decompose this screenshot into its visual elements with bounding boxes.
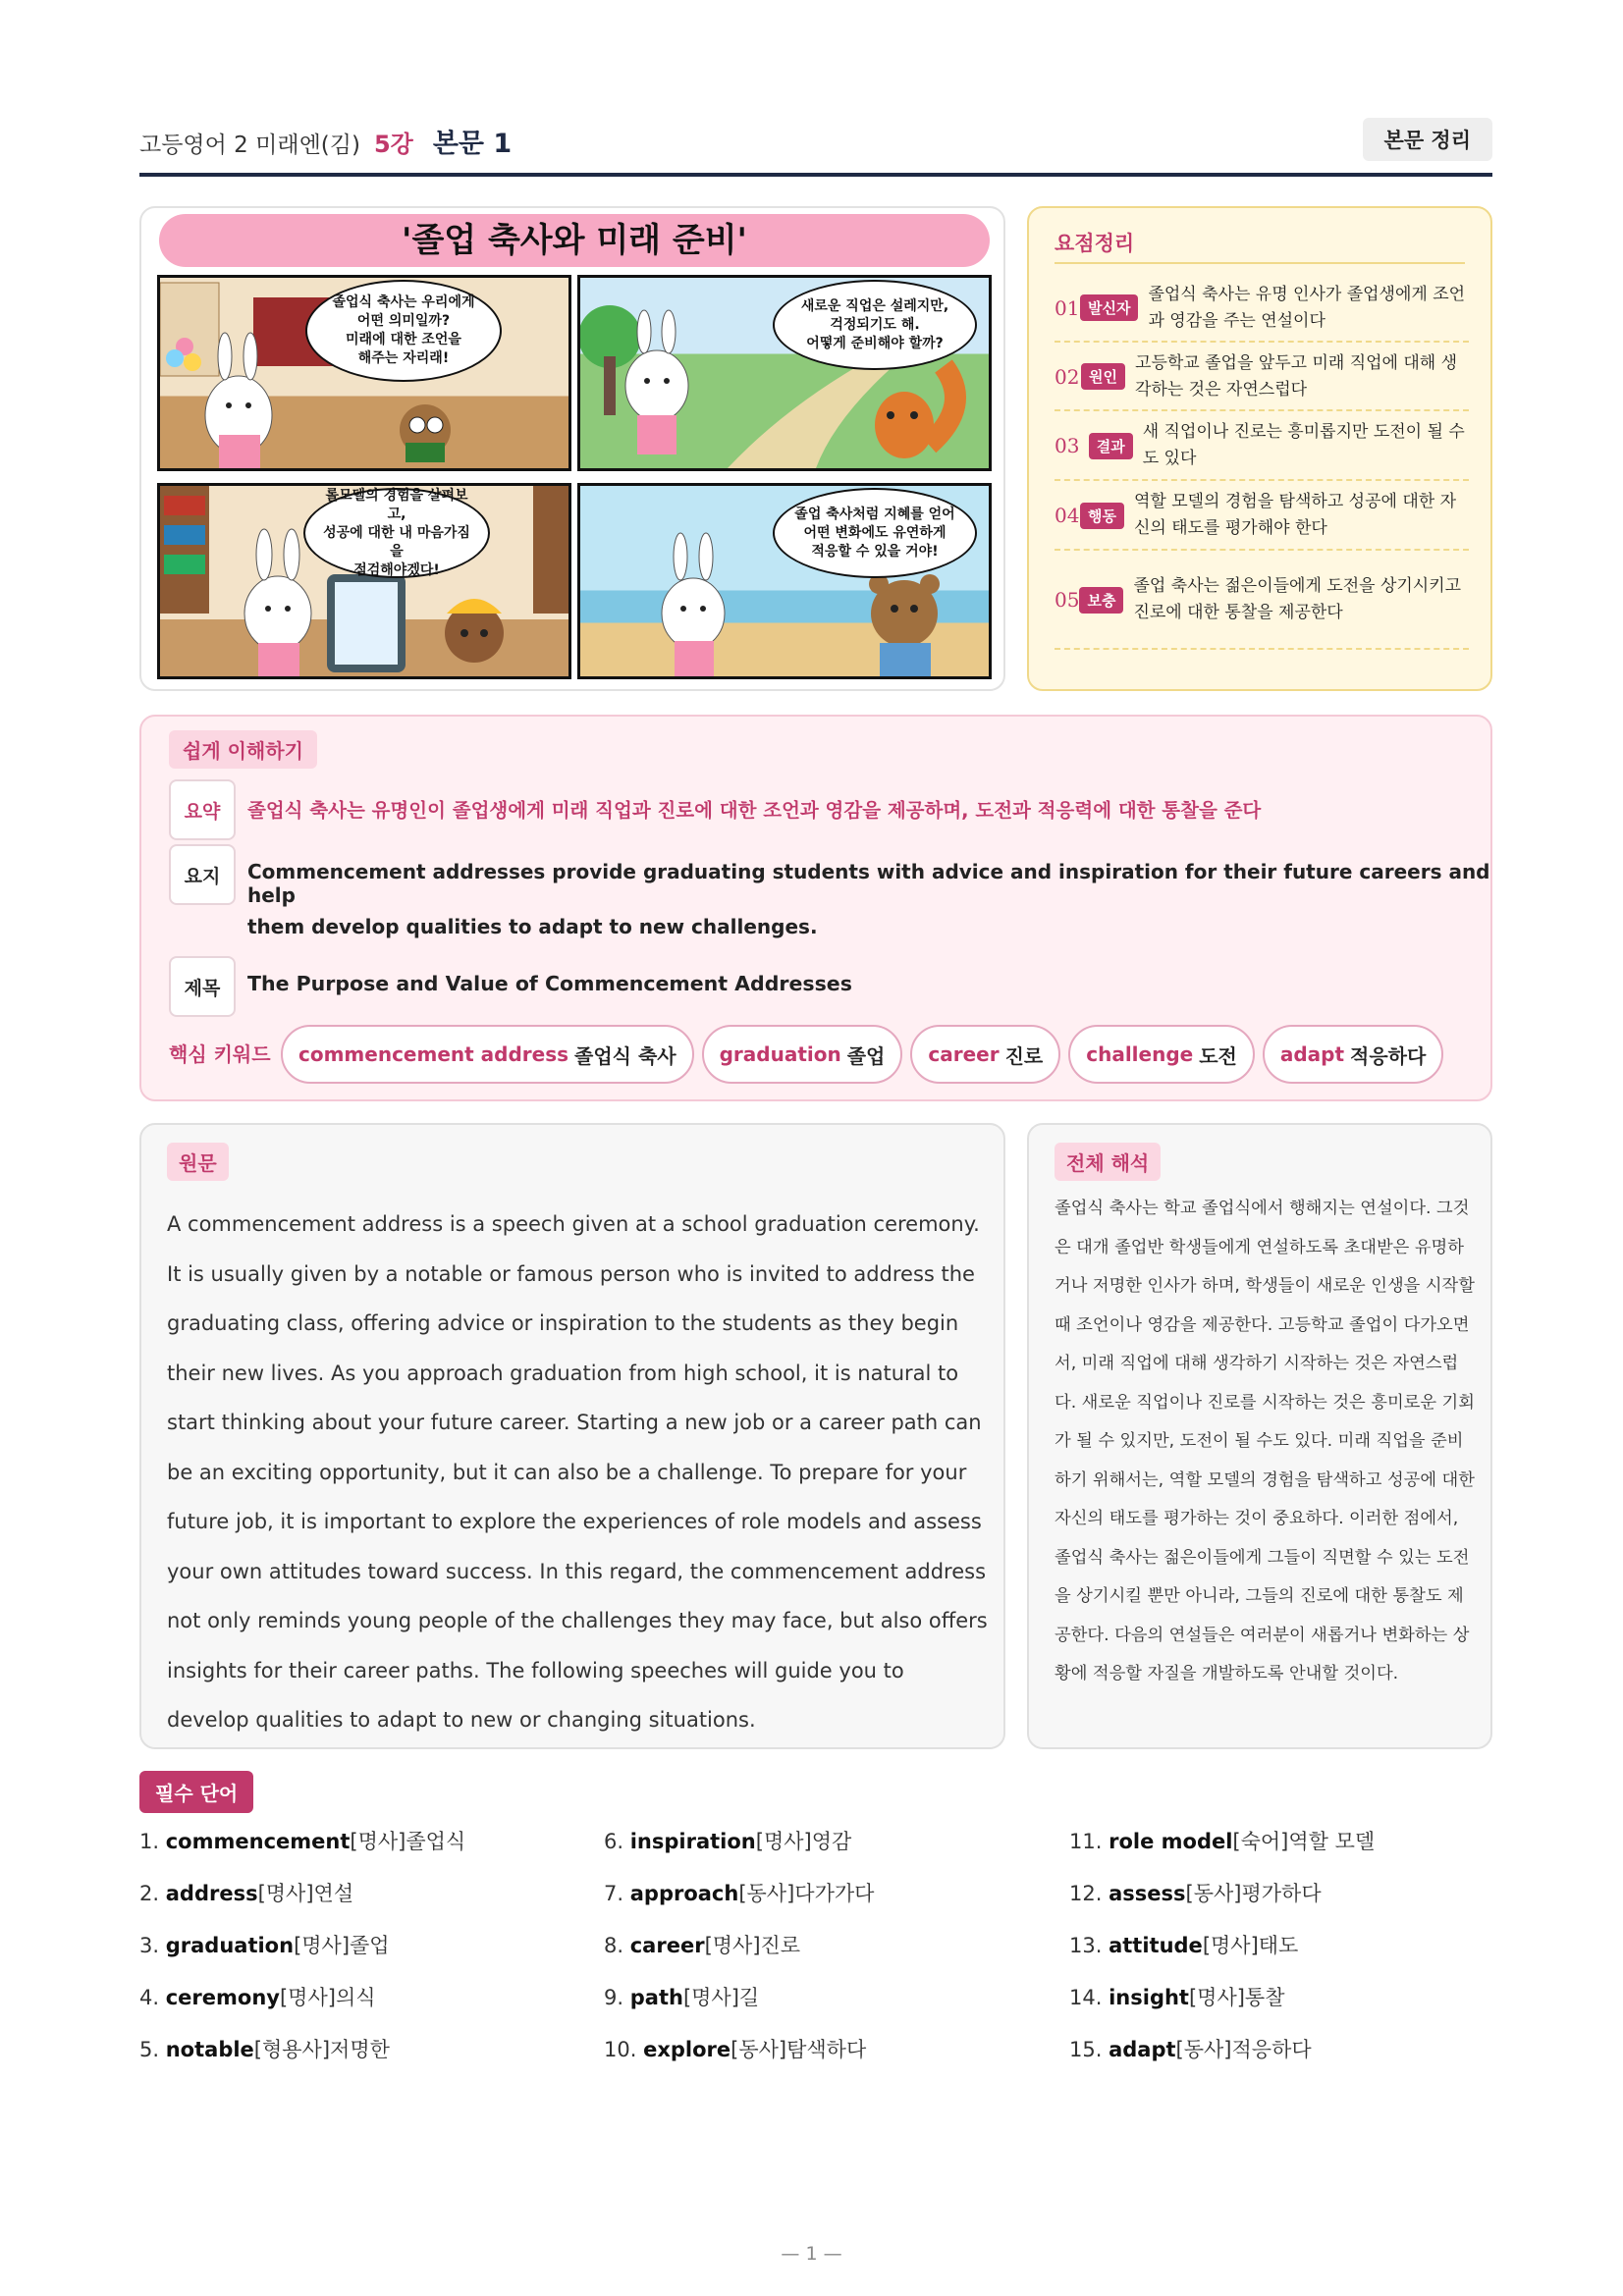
keywords-label: 핵심 키워드	[169, 1042, 271, 1066]
page-number: — 1 —	[781, 2243, 842, 2265]
key-point-text: 새 직업이나 진로는 흥미롭지만 도전이 될 수도 있다	[1142, 422, 1465, 468]
speech-bubble-4: 졸업 축사처럼 지혜를 얻어 어떤 변화에도 유연하게 적응할 수 있을 거야!	[773, 488, 977, 578]
key-point-tag: 결과	[1089, 433, 1133, 459]
keyword-chip: challenge 도전	[1068, 1025, 1255, 1084]
comic-panel-2	[577, 275, 992, 471]
key-point-item	[1055, 412, 1469, 481]
original-label: 원문	[167, 1143, 229, 1181]
speech-bubble-1: 졸업식 축사는 우리에게 어떤 의미일까? 미래에 대한 조언을 해주는 자리래!	[305, 280, 502, 382]
vocab-item: 3. graduation[명사]졸업	[139, 1934, 390, 1957]
translation-passage: 졸업식 축사는 학교 졸업식에서 행해지는 연설이다. 그것은 대개 졸업반 학생들에게 연설하도록 초대받은 유명하거나 저명한 인사가 하며, 학생들이 새로운 인생을 시작할 때 조언이나 영감을 제공한다. 고등학교 졸업이 다가오면서, 미래 직업에 대해 생각하기 시작하는 것은 자연스럽다. 새로운 직업이나 진로를 시작하는 것은 흥미로운 기회가 될 수 있지만, 도전이 될 수도 있다. 미래 직업을 준비하기 위해서는, 역할 모델의 경험을 탐색하고 성공에 대한 자신의 태도를 평가하는 것이 중요하다. 이러한 점에서, 졸업식 축사는 젊은이들에게 그들이 직면할 수 있는 도전을 상기시킬 뿐만 아니라, 그들의 진로에 대한 통찰도 제공한다. 다음의 연설들은 여러분이 새롭거나 변화하는 상황에 적응할 자질을 개발하도록 안내할 것이다.	[1055, 1199, 1475, 1683]
gist-line-1: Commencement addresses provide graduating students with advice and inspiration for their future careers and help	[247, 860, 1490, 907]
comic-panel-1	[157, 275, 571, 471]
vocab-item: 11. role model[숙어]역할 모델	[1069, 1830, 1376, 1853]
vocab-item: 13. attitude[명사]태도	[1069, 1934, 1299, 1957]
key-point-text: 졸업식 축사는 유명 인사가 졸업생에게 조언과 영감을 주는 연설이다	[1148, 284, 1466, 331]
original-passage: A commencement address is a speech given at a school graduation ceremony. It is usually given by a notable or famous person who is invited to address the graduating class, offering advice or inspiration to the students as they begin their new lives. As you approach graduation from high school, it is natural to start thinking about your future career. Starting a new job or a career path can be an exciting opportunity, but it can also be a challenge. To prepare for your future job, it is important to explore the experiences of role models and assess your own attitudes toward success. In this regard, the commencement address not only reminds young people of the challenges they may face, but also offers insights for their career paths. The following speeches will guide you to develop qualities to adapt to new or changing situations.	[167, 1212, 988, 1732]
comic-panel-4	[577, 483, 992, 679]
key-point-item	[1055, 552, 1469, 650]
book-title: 고등영어 2 미래엔(김)	[139, 133, 360, 158]
key-point-tag: 행동	[1080, 503, 1124, 529]
translation-panel	[1027, 1123, 1492, 1749]
key-point-tag: 발신자	[1080, 294, 1138, 321]
keyword-list	[281, 1025, 1443, 1084]
section-title: 본문 1	[432, 129, 513, 159]
comic-title: '졸업 축사와 미래 준비'	[159, 214, 990, 267]
vocab-column-2	[604, 1826, 874, 2086]
vocab-item: 14. insight[명사]통찰	[1069, 1986, 1285, 2009]
vocab-item: 7. approach[동사]다가가다	[604, 1882, 875, 1905]
key-point-number: 05	[1055, 588, 1080, 612]
unit-label: 5강	[373, 131, 413, 158]
key-point-number: 03	[1055, 434, 1080, 457]
key-point-text: 졸업 축사는 젊은이들에게 도전을 상기시키고 진로에 대한 통찰을 제공한다	[1133, 576, 1462, 622]
speech-bubble-3: 롤모델의 경험을 살펴보고, 성공에 대한 내 마음가짐을 점검해야겠다!	[303, 488, 490, 578]
key-point-tag: 원인	[1081, 363, 1125, 390]
key-point-item	[1055, 482, 1469, 551]
vocab-item: 1. commencement[명사]졸업식	[139, 1830, 466, 1853]
section-badge: 본문 정리	[1363, 118, 1492, 161]
key-point-number: 04	[1055, 504, 1080, 527]
vocab-item: 10. explore[동사]탐색하다	[604, 2038, 867, 2061]
vocab-column-1	[139, 1826, 465, 2086]
key-point-item	[1055, 344, 1469, 411]
vocab-title: 필수 단어	[139, 1771, 253, 1813]
keyword-chip: commencement address 졸업식 축사	[281, 1025, 694, 1084]
key-points-title: 요점정리	[1055, 232, 1135, 255]
key-point-text: 고등학교 졸업을 앞두고 미래 직업에 대해 생각하는 것은 자연스럽다	[1135, 352, 1458, 400]
summary-label: 요약	[169, 779, 236, 840]
passage-title: The Purpose and Value of Commencement Addresses	[247, 972, 852, 995]
vocab-item: 2. address[명사]연설	[139, 1882, 354, 1905]
easy-understanding-title: 쉽게 이해하기	[169, 730, 317, 769]
vocab-column-3	[1069, 1826, 1375, 2086]
vocab-item: 9. path[명사]길	[604, 1986, 760, 2009]
page-header	[139, 116, 1492, 177]
easy-understanding-panel	[139, 715, 1492, 1101]
gist-label: 요지	[169, 844, 236, 905]
key-point-number: 02	[1055, 364, 1080, 389]
keyword-chip: graduation 졸업	[702, 1025, 903, 1084]
vocab-item: 6. inspiration[명사]영감	[604, 1830, 852, 1853]
vocab-item: 4. ceremony[명사]의식	[139, 1986, 376, 2009]
vocab-item: 8. career[명사]진로	[604, 1934, 801, 1957]
vocab-item: 5. notable[형용사]저명한	[139, 2038, 390, 2061]
translation-label: 전체 해석	[1055, 1143, 1161, 1181]
title-label: 제목	[169, 956, 236, 1017]
gist-line-2: them develop qualities to adapt to new challenges.	[247, 915, 818, 938]
comic-panel-3	[157, 483, 571, 679]
key-point-item	[1055, 275, 1469, 343]
key-points-panel	[1027, 206, 1492, 691]
summary-text: 졸업식 축사는 유명인이 졸업생에게 미래 직업과 진로에 대한 조언과 영감을 제공하며, 도전과 적응력에 대한 통찰을 준다	[247, 799, 1262, 822]
key-point-text: 역할 모델의 경험을 탐색하고 성공에 대한 자신의 태도를 평가해야 한다	[1133, 492, 1456, 538]
keyword-chip: career 진로	[910, 1025, 1060, 1084]
vocab-item: 15. adapt[동사]적응하다	[1069, 2038, 1312, 2061]
speech-bubble-2: 새로운 직업은 설레지만, 걱정되기도 해. 어떻게 준비해야 할까?	[773, 280, 977, 370]
keyword-chip: adapt 적응하다	[1263, 1025, 1443, 1084]
comic-strip	[139, 206, 1005, 691]
divider	[1055, 262, 1465, 264]
vocab-item: 12. assess[동사]평가하다	[1069, 1882, 1322, 1905]
key-point-tag: 보충	[1079, 587, 1123, 614]
original-text-panel	[139, 1123, 1005, 1749]
key-point-number: 01	[1055, 295, 1080, 320]
